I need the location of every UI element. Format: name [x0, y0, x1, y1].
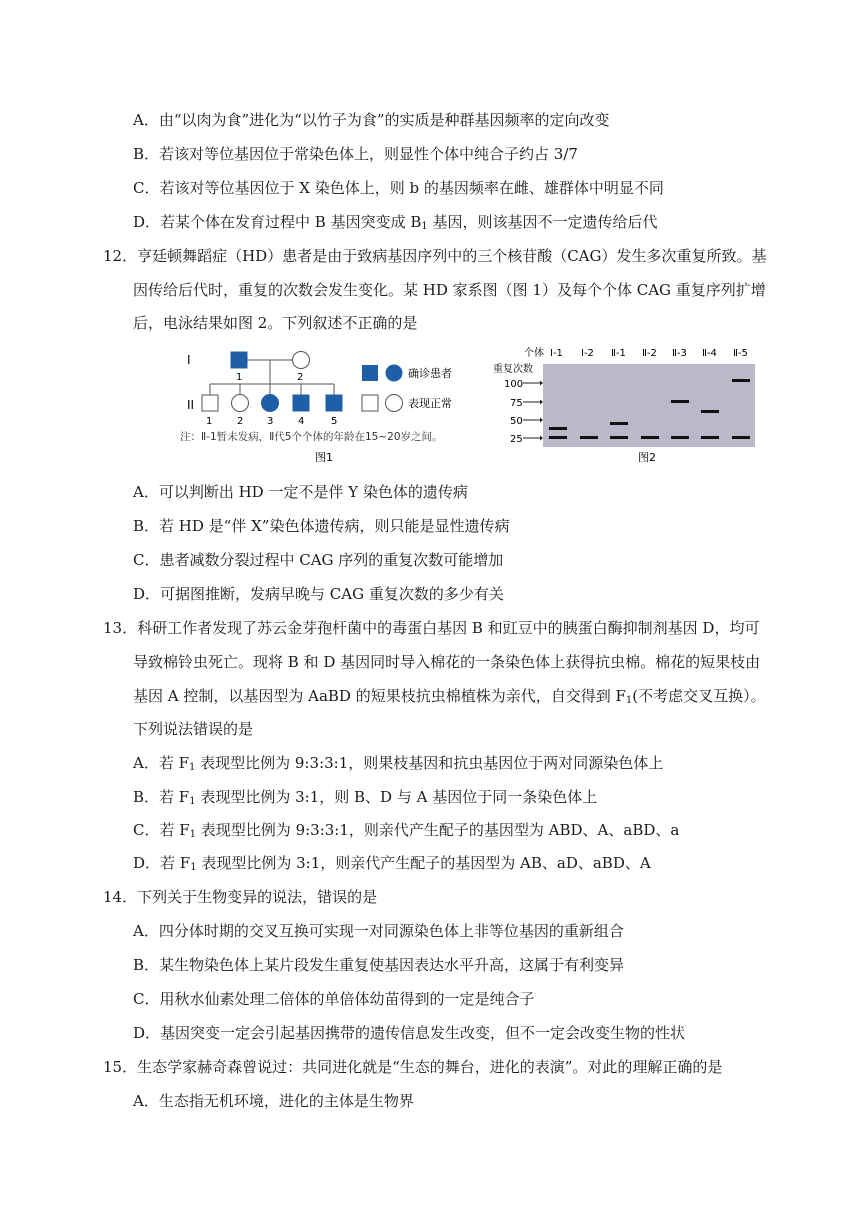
- gen1-label: I: [187, 353, 191, 367]
- q11-option-d-pre: D．若某个体在发育过程中 B 基因突变成 B: [133, 213, 422, 231]
- q12-option-b: B．若 HD 是“伴 X”染色体遗传病，则只能是显性遗传病: [133, 517, 510, 535]
- pedigree-note: 注：Ⅱ-1暂未发病，Ⅱ代5个个体的年龄在15~20岁之间。: [180, 431, 443, 443]
- legend-affected-label: 确诊患者: [408, 367, 452, 380]
- individual-I-2: [293, 352, 310, 369]
- gen2-num-2: 2: [237, 416, 244, 427]
- q13-option-b: [133, 787, 597, 812]
- q14-option-a: A．四分体时期的交叉互换可实现一对同源染色体上非等位基因的重新组合: [133, 922, 624, 940]
- q13-option-c-pre: C．若 F: [133, 821, 190, 839]
- individual-II-3: [262, 395, 279, 412]
- band-II4-upper: [701, 410, 719, 413]
- q13-option-c-post: 表现型比例为 9:3:3:1，则亲代产生配子的基因型为 ABD、A、aBD、a: [196, 821, 680, 839]
- pedigree-figure: [175, 342, 475, 467]
- q12-stem-line1: 12．亨廷顿舞蹈症（HD）患者是由于致病基因序列中的三个核苷酸（CAG）发生多次重复所致。基: [103, 247, 767, 265]
- q13-option-d: [133, 853, 651, 878]
- gen2-num-4: 4: [298, 416, 305, 427]
- q13-option-d-pre: D．若 F: [133, 854, 191, 872]
- q11-option-d: [133, 212, 658, 237]
- q13-stem-line3-sub: 1: [625, 695, 633, 706]
- q12-option-d: D．可据图推断，发病早晚与 CAG 重复次数的多少有关: [133, 585, 504, 603]
- q14-option-d: D．基因突变一定会引起基因携带的遗传信息发生改变，但不一定会改变生物的性状: [133, 1024, 686, 1042]
- band-II3-upper: [671, 400, 689, 403]
- band-II5-upper: [732, 379, 750, 382]
- lane-label-2: Ⅰ-2: [581, 348, 594, 359]
- individual-II-4: [293, 395, 309, 411]
- q13-stem-line2: 导致棉铃虫死亡。现将 B 和 D 基因同时导入棉花的一条染色体上获得抗虫棉。棉花的短果枝由: [133, 653, 761, 671]
- tick-25: 25: [510, 434, 523, 445]
- gel-background: [543, 364, 755, 447]
- gen1-num-1: 1: [236, 372, 243, 383]
- individual-II-5: [326, 395, 342, 411]
- fig2-caption: 图2: [638, 451, 656, 464]
- fig1-caption: 图1: [315, 451, 333, 464]
- band-II3-lower: [671, 436, 689, 439]
- q13-option-d-post: 表现型比例为 3:1，则亲代产生配子的基因型为 AB、aD、aBD、A: [196, 854, 651, 872]
- band-I1-lower: [549, 436, 567, 439]
- gen1-num-2: 2: [297, 372, 304, 383]
- gen2-num-1: 1: [206, 416, 213, 427]
- q12-option-c: C．患者减数分裂过程中 CAG 序列的重复次数可能增加: [133, 551, 504, 569]
- q13-stem-line4: 下列说法错误的是: [133, 720, 254, 738]
- q14-stem: 14．下列关于生物变异的说法，错误的是: [103, 888, 378, 906]
- tick-100: 100: [504, 379, 524, 390]
- q13-option-b-pre: B．若 F: [133, 788, 190, 806]
- q14-option-b: B．某生物染色体上某片段发生重复使基因表达水平升高，这属于有利变异: [133, 956, 625, 974]
- q13-option-a-post: 表现型比例为 9:3:3:1，则果枝基因和抗虫基因位于两对同源染色体上: [195, 754, 664, 772]
- q12-stem-line3: 后，电泳结果如图 2。下列叙述不正确的是: [133, 314, 418, 332]
- lane-label-4: Ⅱ-2: [642, 348, 657, 359]
- q13-stem-line1: 13．科研工作者发现了苏云金芽孢杆菌中的毒蛋白基因 B 和豇豆中的胰蛋白酶抑制剂基因 D，均可: [103, 619, 760, 637]
- q13-option-c: [133, 820, 679, 845]
- q11-option-b: B．若该对等位基因位于常染色体上，则显性个体中纯合子约占 3/7: [133, 145, 578, 163]
- q11-option-d-sub: 1: [421, 221, 428, 232]
- gel-axis-title: 重复次数: [493, 364, 533, 375]
- legend-normal-square: [362, 395, 378, 411]
- q14-option-c: C．用秋水仙素处理二倍体的单倍体幼苗得到的一定是纯合子: [133, 990, 535, 1008]
- q15-option-a: A．生态指无机环境，进化的主体是生物界: [133, 1092, 414, 1110]
- q11-option-d-post: 基因，则该基因不一定遗传给后代: [427, 213, 658, 231]
- band-I1-upper: [549, 427, 567, 430]
- band-II4-lower: [701, 436, 719, 439]
- gen2-num-3: 3: [267, 416, 274, 427]
- lane-label-6: Ⅱ-4: [702, 348, 717, 359]
- q11-option-a: A．由“以肉为食”进化为“以竹子为食”的实质是种群基因频率的定向改变: [133, 111, 610, 129]
- q15-stem: 15．生态学家赫奇森曾说过：共同进化就是“生态的舞台，进化的表演”。对此的理解正确的是: [103, 1058, 723, 1076]
- gel-header-label: 个体: [524, 348, 544, 359]
- q13-stem-line3: [133, 686, 766, 711]
- legend-affected-circle: [386, 365, 403, 382]
- lane-label-7: Ⅱ-5: [733, 348, 748, 359]
- q13-option-d-sub: 1: [190, 862, 197, 873]
- tick-75: 75: [510, 398, 523, 409]
- band-II2: [641, 436, 659, 439]
- tick-50: 50: [510, 416, 523, 427]
- band-II1-upper: [610, 422, 628, 425]
- q13-stem-line3-pre: 基因 A 控制，以基因型为 AaBD 的短果枝抗虫棉植株为亲代，自交得到 F: [133, 687, 626, 705]
- individual-II-1: [202, 395, 218, 411]
- q13-option-c-sub: 1: [189, 829, 197, 840]
- legend-normal-label: 表现正常: [408, 397, 452, 410]
- q12-option-a: A．可以判断出 HD 一定不是伴 Y 染色体的遗传病: [133, 483, 468, 501]
- gen2-num-5: 5: [331, 416, 338, 427]
- legend-normal-circle: [386, 395, 403, 412]
- gel-figure: [490, 342, 770, 467]
- lane-label-5: Ⅱ-3: [672, 348, 687, 359]
- q11-option-c: C．若该对等位基因位于 X 染色体上，则 b 的基因频率在雌、雄群体中明显不同: [133, 179, 664, 197]
- q13-option-a-sub: 1: [189, 762, 196, 773]
- lane-label-3: Ⅱ-1: [611, 348, 626, 359]
- legend-affected-square: [362, 365, 378, 381]
- gen2-label: II: [187, 398, 195, 412]
- band-II5-lower: [732, 436, 750, 439]
- q13-option-a: [133, 753, 663, 778]
- q13-option-b-post: 表现型比例为 3:1，则 B、D 与 A 基因位于同一条染色体上: [195, 788, 598, 806]
- band-I2: [580, 436, 598, 439]
- q13-option-a-pre: A．若 F: [133, 754, 190, 772]
- individual-I-1: [231, 352, 247, 368]
- individual-II-2: [232, 395, 249, 412]
- q13-option-b-sub: 1: [189, 796, 196, 807]
- lane-label-1: Ⅰ-1: [550, 348, 563, 359]
- q13-stem-line3-post: (不考虑交叉互换）。: [632, 687, 766, 705]
- q12-stem-line2: 因传给后代时，重复的次数会发生变化。某 HD 家系图（图 1）及每个个体 CAG 重复序列扩增: [133, 281, 766, 299]
- band-II1-lower: [610, 436, 628, 439]
